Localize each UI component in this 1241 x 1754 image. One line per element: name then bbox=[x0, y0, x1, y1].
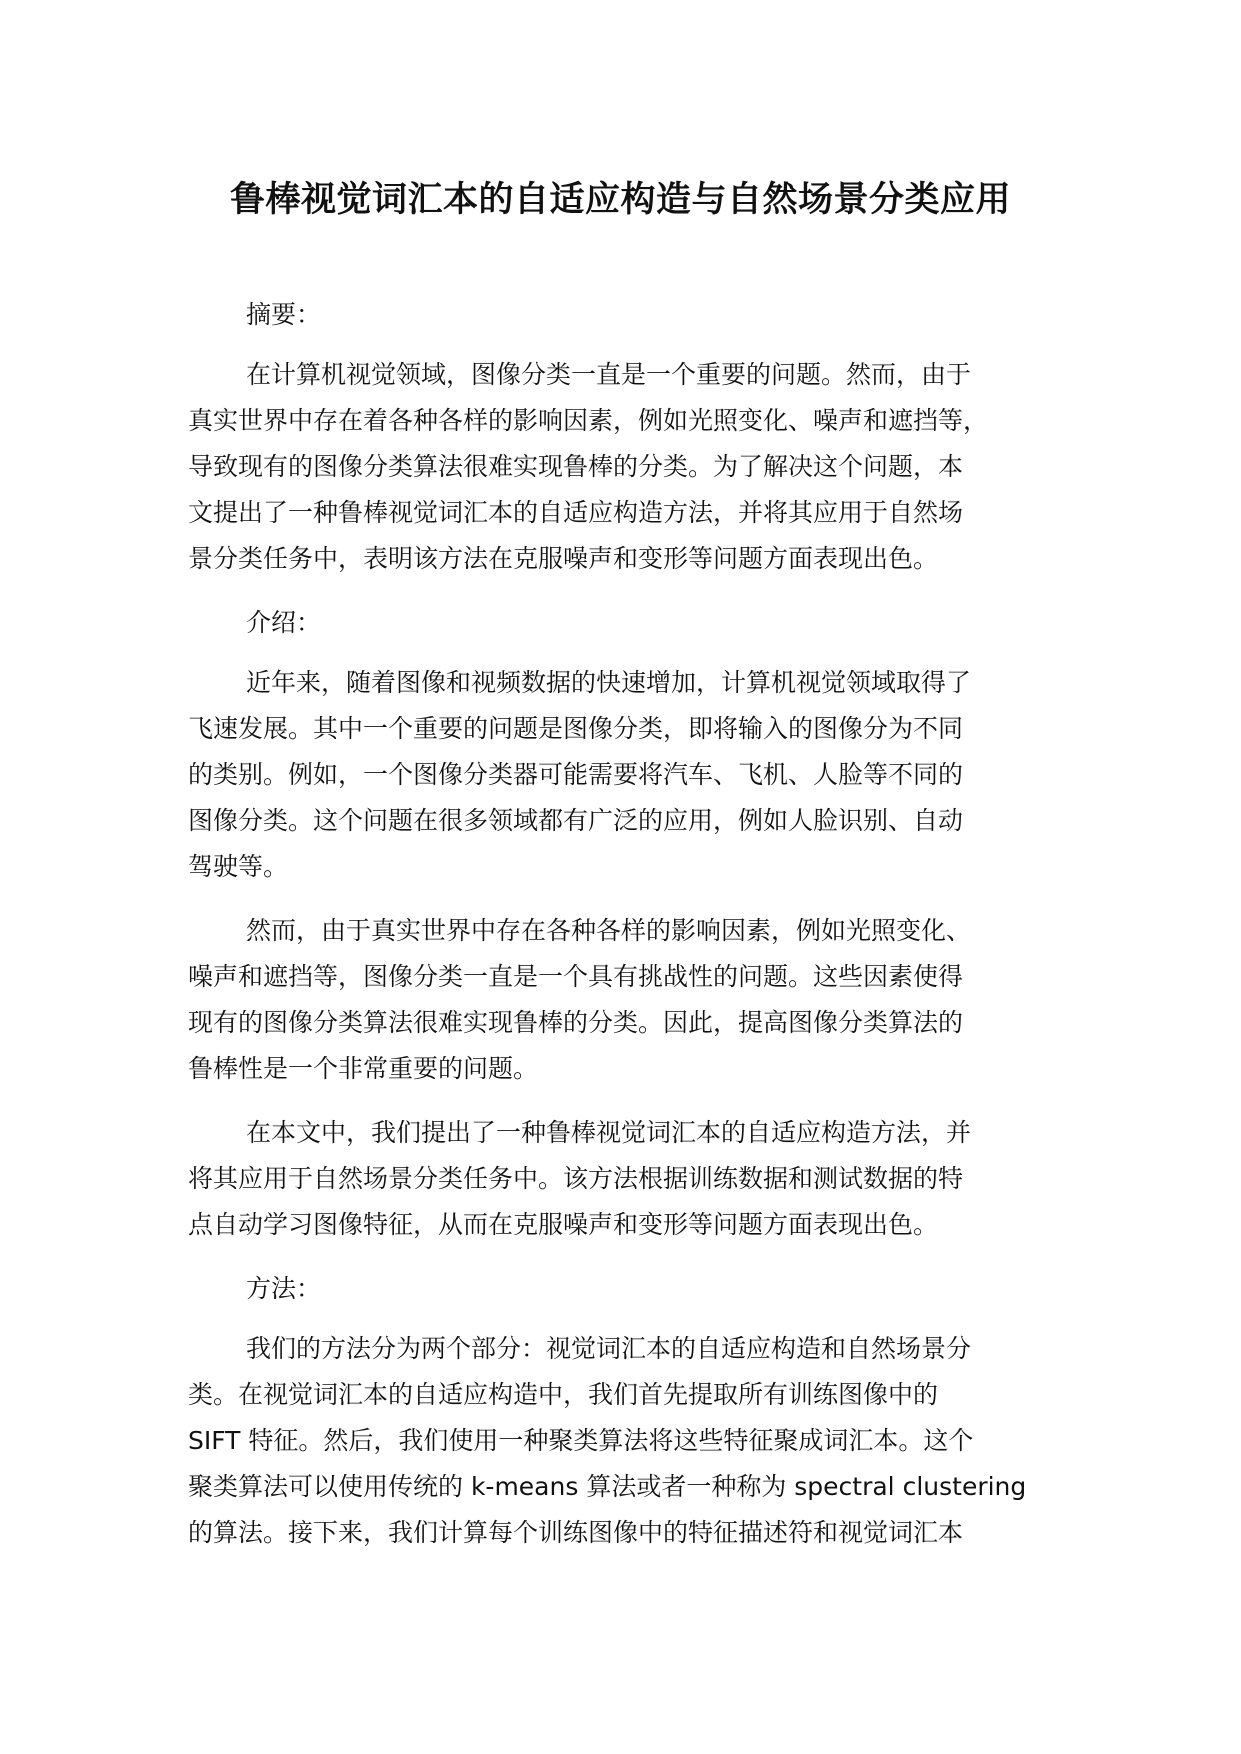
document-body bbox=[188, 292, 1044, 1556]
spacer bbox=[188, 1248, 1044, 1266]
intro-paragraph-3 bbox=[188, 1110, 1044, 1248]
paragraph-line: 景分类任务中，表明该方法在克服噪声和变形等问题方面表现出色。 bbox=[188, 544, 939, 573]
spacer bbox=[188, 646, 1044, 660]
intro-heading: 介绍： bbox=[246, 608, 322, 637]
spacer bbox=[188, 582, 1044, 600]
paragraph-line: SIFT 特征。然后，我们使用一种聚类算法将这些特征聚成词汇本。这个 bbox=[188, 1426, 974, 1455]
paragraph-line: 噪声和遮挡等，图像分类一直是一个具有挑战性的问题。这些因素使得 bbox=[188, 962, 964, 991]
spacer bbox=[188, 1312, 1044, 1326]
paragraph-line: 现有的图像分类算法很难实现鲁棒的分类。因此，提高图像分类算法的 bbox=[188, 1008, 964, 1037]
paragraph-line: 类。在视觉词汇本的自适应构造中，我们首先提取所有训练图像中的 bbox=[188, 1380, 939, 1409]
paragraph-line: 近年来，随着图像和视频数据的快速增加，计算机视觉领域取得了 bbox=[246, 668, 972, 697]
paragraph-line: 驾驶等。 bbox=[188, 852, 289, 881]
spacer bbox=[188, 890, 1044, 908]
paragraph-line: 文提出了一种鲁棒视觉词汇本的自适应构造方法，并将其应用于自然场 bbox=[188, 498, 964, 527]
paragraph-line: 图像分类。这个问题在很多领域都有广泛的应用，例如人脸识别、自动 bbox=[188, 806, 964, 835]
paragraph-line: 的类别。例如，一个图像分类器可能需要将汽车、飞机、人脸等不同的 bbox=[188, 760, 964, 789]
spacer bbox=[188, 1092, 1044, 1110]
paragraph-line: 将其应用于自然场景分类任务中。该方法根据训练数据和测试数据的特 bbox=[188, 1164, 964, 1193]
intro-paragraph-2 bbox=[188, 908, 1044, 1092]
paragraph-line: 然而，由于真实世界中存在各种各样的影响因素，例如光照变化、 bbox=[246, 916, 972, 945]
paragraph-line: 的算法。接下来，我们计算每个训练图像中的特征描述符和视觉词汇本 bbox=[188, 1518, 964, 1547]
paragraph-line: 点自动学习图像特征，从而在克服噪声和变形等问题方面表现出色。 bbox=[188, 1210, 939, 1239]
abstract-heading: 摘要： bbox=[246, 300, 322, 329]
paragraph-line: 我们的方法分为两个部分：视觉词汇本的自适应构造和自然场景分 bbox=[246, 1334, 972, 1363]
abstract-paragraph bbox=[188, 352, 1044, 582]
paragraph-line: 在本文中，我们提出了一种鲁棒视觉词汇本的自适应构造方法，并 bbox=[246, 1118, 972, 1147]
intro-paragraph-1 bbox=[188, 660, 1044, 890]
method-heading: 方法： bbox=[246, 1274, 322, 1303]
paragraph-line: 在计算机视觉领域，图像分类一直是一个重要的问题。然而，由于 bbox=[246, 360, 972, 389]
document-title: 鲁棒视觉词汇本的自适应构造与自然场景分类应用 bbox=[229, 180, 1011, 220]
spacer bbox=[188, 338, 1044, 352]
paragraph-line: 飞速发展。其中一个重要的问题是图像分类，即将输入的图像分为不同 bbox=[188, 714, 964, 743]
paragraph-line: 聚类算法可以使用传统的 k-means 算法或者一种称为 spectral clustering bbox=[188, 1472, 1027, 1501]
paragraph-line: 导致现有的图像分类算法很难实现鲁棒的分类。为了解决这个问题，本 bbox=[188, 452, 964, 481]
paragraph-line: 真实世界中存在着各种各样的影响因素，例如光照变化、噪声和遮挡等， bbox=[188, 406, 989, 435]
paragraph-line: 鲁棒性是一个非常重要的问题。 bbox=[188, 1054, 539, 1083]
method-paragraph-1 bbox=[188, 1326, 1044, 1556]
